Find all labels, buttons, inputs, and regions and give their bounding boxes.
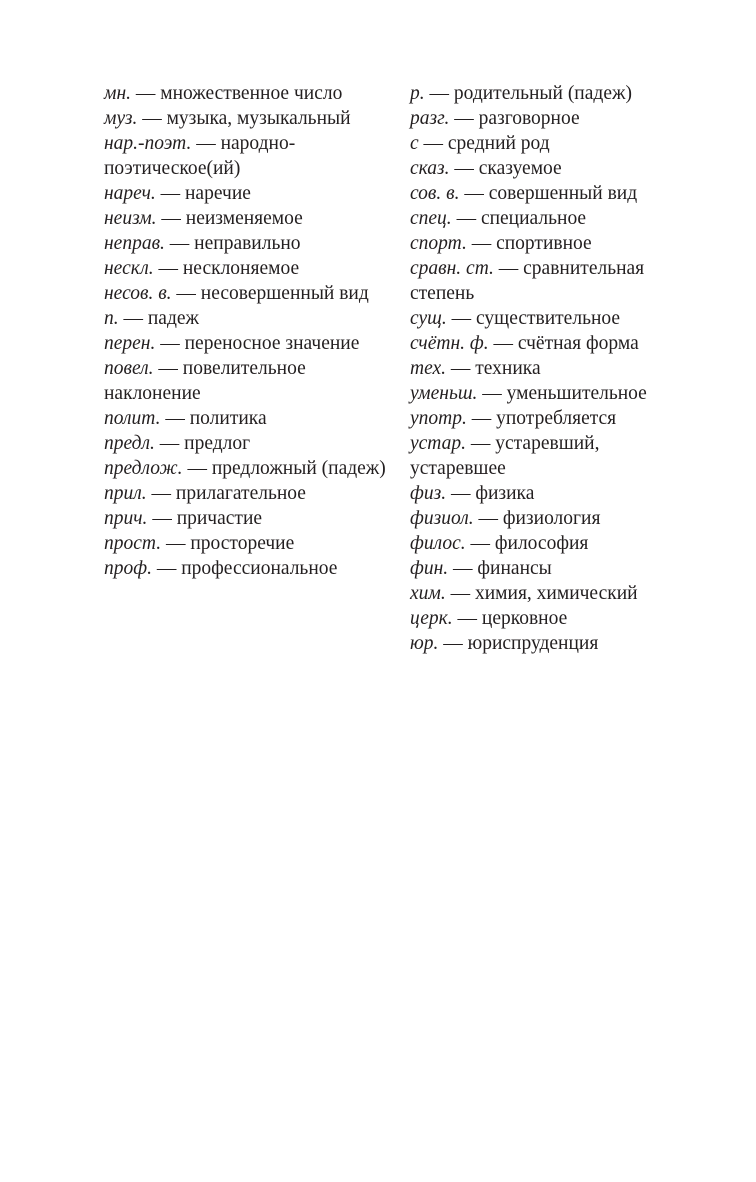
abbreviation-term: церк. (410, 608, 453, 629)
abbreviation-entry (104, 281, 394, 306)
abbreviation-entry (104, 481, 394, 506)
abbreviation-entry (104, 306, 394, 331)
abbreviation-entry (104, 106, 394, 131)
abbreviation-entry (410, 431, 700, 481)
abbreviation-term: счётн. ф. (410, 333, 489, 354)
abbreviation-entry (410, 531, 700, 556)
abbreviation-definition: — техника (446, 358, 541, 379)
abbreviation-definition: — предложный (падеж) (182, 458, 386, 479)
abbreviation-term: хим. (410, 583, 446, 604)
abbreviation-term: проф. (104, 558, 152, 579)
abbreviation-definition: — политика (160, 408, 267, 429)
abbreviation-entry (104, 181, 394, 206)
abbreviation-term: р. (410, 83, 425, 104)
abbreviation-definition: — физиология (473, 508, 601, 529)
abbreviation-term: устар. (410, 433, 467, 454)
abbreviation-term: нар.-поэт. (104, 133, 192, 154)
abbreviation-term: п. (104, 308, 119, 329)
abbreviation-entry (410, 306, 700, 331)
abbreviation-term: юр. (410, 633, 439, 654)
abbreviation-entry (410, 231, 700, 256)
abbreviation-entry (410, 631, 700, 656)
abbreviation-entry (104, 331, 394, 356)
abbreviation-definition: — спортивное (466, 233, 592, 254)
abbreviation-definition: — устаревший, устаревшее (410, 433, 600, 479)
abbreviation-entry (410, 381, 700, 406)
abbreviation-definition: — повелительное наклонение (104, 358, 306, 404)
abbreviation-definition: — совершенный вид (459, 183, 638, 204)
abbreviation-entry (104, 256, 394, 281)
abbreviation-term: несов. в. (104, 283, 172, 304)
abbreviation-term: прич. (104, 508, 148, 529)
abbreviation-entry (410, 156, 700, 181)
abbreviation-term: перен. (104, 333, 156, 354)
abbreviation-entry (104, 81, 394, 106)
abbreviation-term: полит. (104, 408, 161, 429)
abbreviation-definition: — специальное (451, 208, 587, 229)
abbreviation-term: сказ. (410, 158, 450, 179)
abbreviation-term: неправ. (104, 233, 165, 254)
abbreviation-definition: — средний род (418, 133, 550, 154)
abbreviation-entry (410, 106, 700, 131)
abbreviation-definition: — церковное (452, 608, 568, 629)
abbreviation-definition: — счётная форма (488, 333, 639, 354)
abbreviation-entry (104, 406, 394, 431)
abbreviation-definition: — неизменяемое (156, 208, 303, 229)
abbreviation-entry (410, 331, 700, 356)
abbreviation-entry (104, 456, 394, 481)
abbreviation-definition: — переносное значение (155, 333, 360, 354)
abbreviation-entry (104, 531, 394, 556)
abbreviation-definition: — просторечие (161, 533, 295, 554)
abbreviation-entry (410, 506, 700, 531)
abbreviation-definition: — прилагательное (146, 483, 306, 504)
abbreviation-definition: — родительный (падеж) (424, 83, 632, 104)
abbreviation-term: повел. (104, 358, 154, 379)
abbreviation-term: неизм. (104, 208, 157, 229)
abbreviation-entry (410, 606, 700, 631)
abbreviation-definition: — профессиональное (151, 558, 338, 579)
abbreviation-entry (410, 556, 700, 581)
abbreviation-term: физиол. (410, 508, 474, 529)
abbreviation-entry (410, 481, 700, 506)
abbreviation-definition: — предлог (154, 433, 251, 454)
abbreviation-term: сущ. (410, 308, 447, 329)
abbreviation-term: фин. (410, 558, 449, 579)
abbreviation-entry (410, 406, 700, 431)
abbreviation-definition: — причастие (147, 508, 263, 529)
abbreviation-definition: — уменьшительное (477, 383, 647, 404)
abbreviation-definition: — несовершенный вид (171, 283, 369, 304)
abbreviation-entry (410, 356, 700, 381)
abbreviation-entry (410, 581, 700, 606)
abbreviation-entry (104, 556, 394, 581)
abbreviation-entry (410, 131, 700, 156)
abbreviation-entry (410, 81, 700, 106)
abbreviation-entry (410, 256, 700, 306)
abbreviation-entry (104, 431, 394, 456)
abbreviations-left-column (104, 81, 394, 581)
abbreviation-term: мн. (104, 83, 131, 104)
abbreviation-definition: — музыка, музыкальный (137, 108, 351, 129)
abbreviation-definition: — юриспруденция (438, 633, 599, 654)
abbreviation-term: с (410, 133, 419, 154)
abbreviations-right-column (410, 81, 700, 656)
abbreviation-definition: — множественное число (131, 83, 343, 104)
abbreviation-definition: — народно-поэтическое(ий) (104, 133, 296, 179)
abbreviation-definition: — финансы (448, 558, 552, 579)
abbreviation-term: предл. (104, 433, 155, 454)
abbreviation-term: спорт. (410, 233, 467, 254)
abbreviation-entry (410, 181, 700, 206)
abbreviation-term: прост. (104, 533, 162, 554)
abbreviation-term: филос. (410, 533, 466, 554)
abbreviation-entry (410, 206, 700, 231)
abbreviation-definition: — разговорное (449, 108, 580, 129)
abbreviation-definition: — философия (465, 533, 589, 554)
abbreviation-entry (104, 231, 394, 256)
abbreviation-definition: — падеж (118, 308, 200, 329)
abbreviation-term: нареч. (104, 183, 156, 204)
abbreviation-definition: — существительное (446, 308, 621, 329)
abbreviation-term: употр. (410, 408, 467, 429)
abbreviation-definition: — неправильно (164, 233, 301, 254)
abbreviation-term: нескл. (104, 258, 154, 279)
abbreviation-definition: — несклоняемое (153, 258, 300, 279)
abbreviation-definition: — сравнительная степень (410, 258, 645, 304)
abbreviation-definition: — химия, химический (445, 583, 638, 604)
abbreviation-definition: — сказуемое (449, 158, 562, 179)
abbreviation-term: физ. (410, 483, 447, 504)
abbreviation-term: муз. (104, 108, 138, 129)
abbreviation-term: разг. (410, 108, 450, 129)
abbreviation-entry (104, 206, 394, 231)
abbreviation-term: уменьш. (410, 383, 478, 404)
abbreviation-definition: — наречие (155, 183, 251, 204)
abbreviation-definition: — употребляется (466, 408, 617, 429)
abbreviation-term: спец. (410, 208, 452, 229)
abbreviation-entry (104, 356, 394, 406)
abbreviation-definition: — физика (446, 483, 535, 504)
abbreviation-term: сравн. ст. (410, 258, 494, 279)
abbreviation-term: прил. (104, 483, 147, 504)
abbreviation-term: тех. (410, 358, 447, 379)
abbreviation-term: сов. в. (410, 183, 460, 204)
abbreviation-term: предлож. (104, 458, 183, 479)
abbreviation-entry (104, 131, 394, 181)
abbreviation-entry (104, 506, 394, 531)
